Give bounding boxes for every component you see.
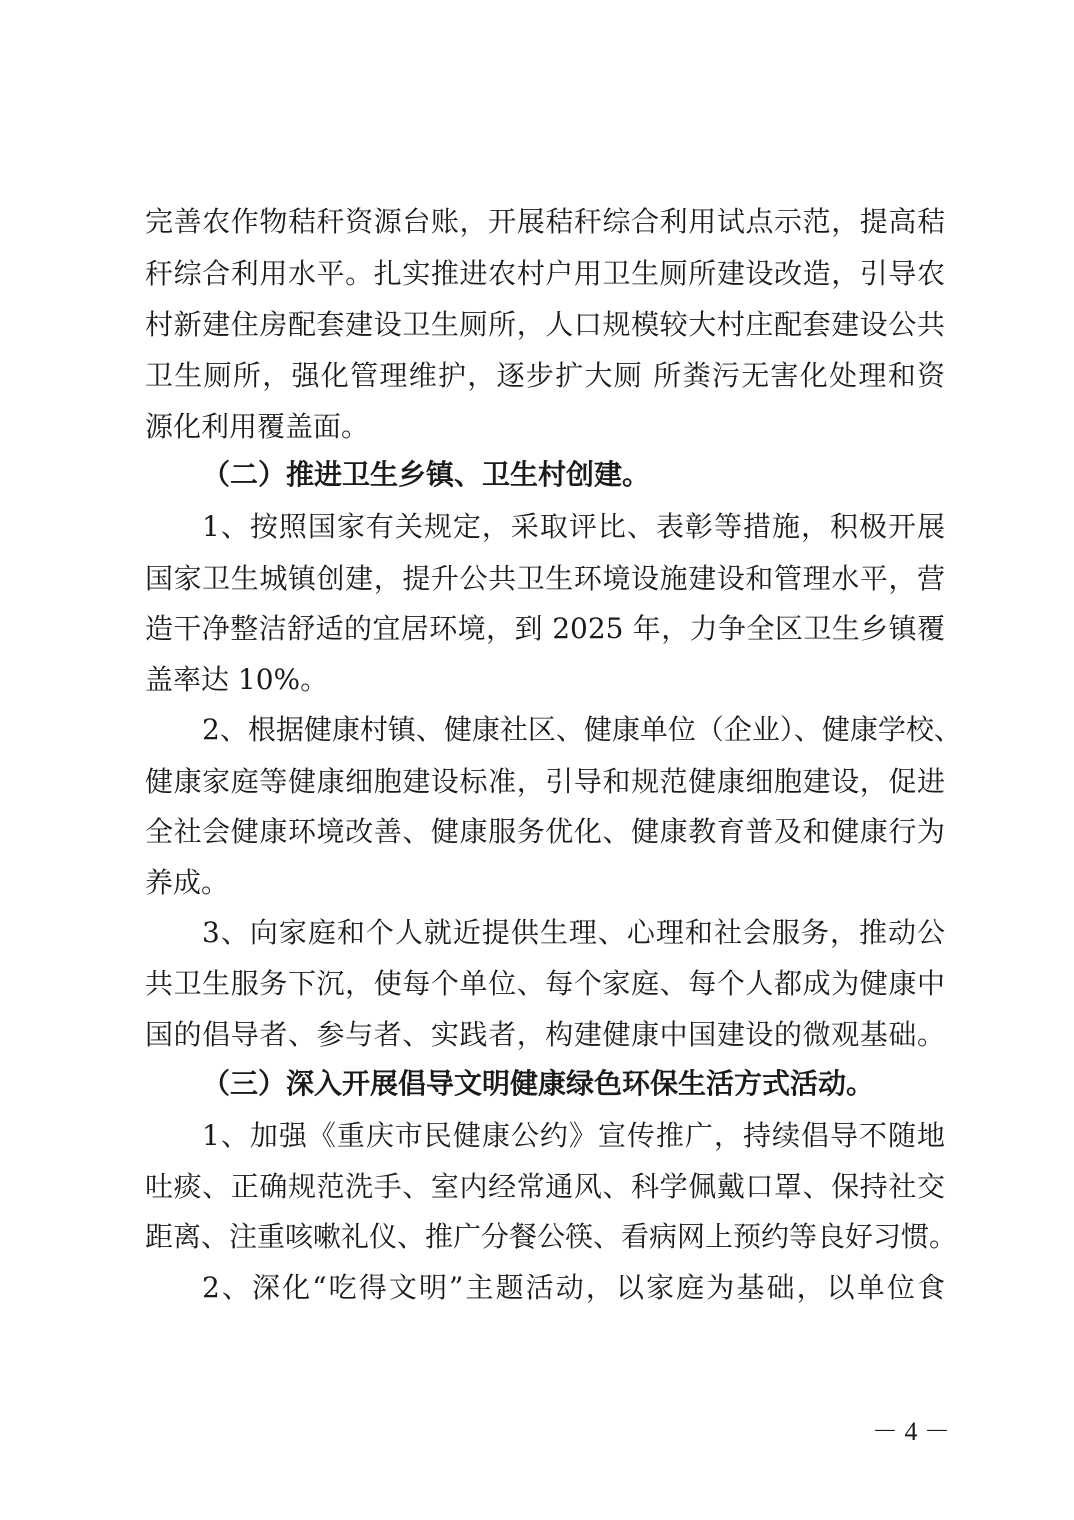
text-line: 距离、注重咳嗽礼仪、推广分餐公筷、看病网上预约等良好习惯。 — [145, 1220, 958, 1253]
text-line: 造干净整洁舒适的宜居环境，到 2025 年，力争全区卫生乡镇覆 — [145, 612, 945, 645]
text-line: 吐痰、正确规范洗手、室内经常通风、科学佩戴口罩、保持社交 — [145, 1170, 945, 1203]
text-line: 养成。 — [145, 866, 230, 899]
text-line: 盖率达 10%。 — [145, 663, 329, 696]
page-number: － 4 － — [872, 1417, 951, 1446]
text-line: 共卫生服务下沉，使每个单位、每个家庭、每个人都成为健康中 — [145, 967, 945, 1000]
text-line: 3、向家庭和个人就近提供生理、心理和社会服务，推动公 — [202, 916, 945, 949]
text-line: 完善农作物秸秆资源台账，开展秸秆综合利用试点示范，提高秸 — [145, 205, 945, 238]
section-heading-3: （三）深入开展倡导文明健康绿色环保生活方式活动。 — [202, 1067, 875, 1100]
section-heading-2: （二）推进卫生乡镇、卫生村创建。 — [202, 458, 651, 491]
text-line: 秆综合利用水平。扎实推进农村户用卫生厕所建设改造，引导农 — [145, 257, 945, 290]
text-line: 2、根据健康村镇、健康社区、健康单位（企业）、健康学校、 — [202, 713, 962, 746]
text-line: 1、加强《重庆市民健康公约》宣传推广，持续倡导不随地 — [202, 1119, 945, 1152]
text-line: 健康家庭等健康细胞建设标准，引导和规范健康细胞建设，促进 — [145, 765, 945, 798]
text-line: 国的倡导者、参与者、实践者，构建健康中国建设的微观基础。 — [145, 1018, 945, 1051]
text-line: 2、深化“吃得文明”主题活动，以家庭为基础，以单位食 — [202, 1271, 945, 1304]
text-line: 国家卫生城镇创建，提升公共卫生环境设施建设和管理水平，营 — [145, 562, 945, 595]
text-line: 全社会健康环境改善、健康服务优化、健康教育普及和健康行为 — [145, 815, 945, 848]
text-line: 村新建住房配套建设卫生厕所，人口规模较大村庄配套建设公共 — [145, 308, 945, 341]
text-line: 卫生厕所，强化管理维护，逐步扩大厕 所粪污无害化处理和资 — [145, 359, 945, 392]
text-line: 源化利用覆盖面。 — [145, 410, 370, 443]
text-line: 1、按照国家有关规定，采取评比、表彰等措施，积极开展 — [202, 510, 945, 543]
